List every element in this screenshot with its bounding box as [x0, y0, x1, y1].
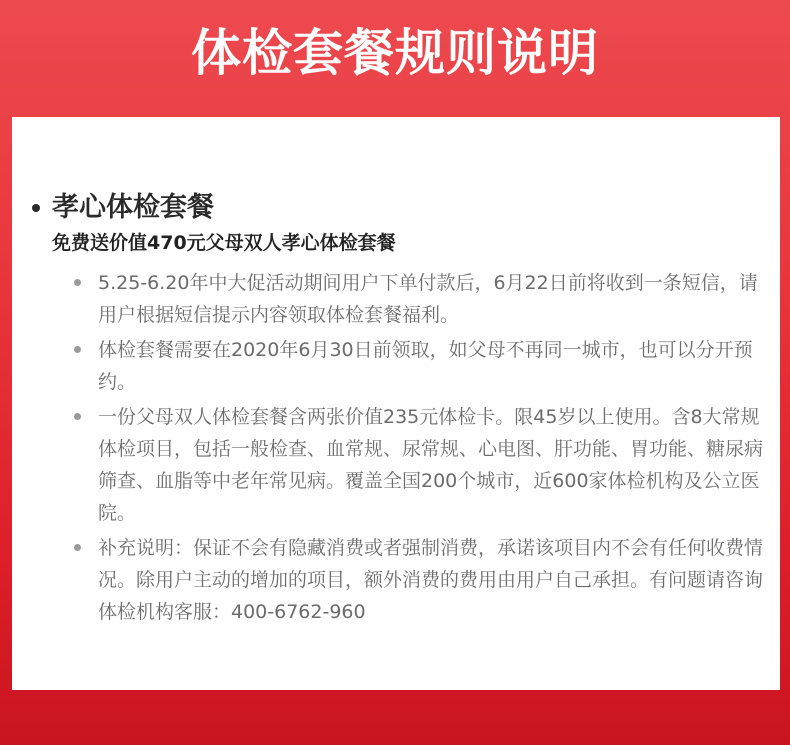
section-heading-text: 孝心体检套餐: [52, 192, 214, 223]
list-item-text: 5.25-6.20年中大促活动期间用户下单付款后，6月22日前将收到一条短信，请用户根据短信提示内容领取体检套餐福利。: [98, 272, 758, 326]
bullet-dot-icon: [74, 346, 81, 353]
section-heading: [30, 189, 768, 227]
section-subheading: 免费送价值470元父母双人孝心体检套餐: [52, 232, 396, 254]
list-item-text: 补充说明：保证不会有隐藏消费或者强制消费，承诺该项目内不会有任何收费情况。除用户主动的增加的项目，额外消费的费用由用户自己承担。有问题请咨询体检机构客服：400-6762-960: [98, 537, 764, 623]
bullet-dot-icon: [74, 279, 81, 286]
bullet-dot-icon: [74, 413, 81, 420]
package-section: [30, 189, 768, 631]
list-item: [74, 401, 768, 529]
page-title: 体检套餐规则说明: [191, 24, 599, 82]
list-item: [74, 267, 768, 331]
list-item-text: 一份父母双人体检套餐含两张价值235元体检卡。限45岁以上使用。含8大常规体检项目，包括一般检查、血常规、尿常规、心电图、肝功能、胃功能、糖尿病筛查、血脂等中老年常见病。覆盖全国200个城市，近600家体检机构及公立医院。: [98, 406, 764, 524]
list-item: [74, 334, 768, 398]
list-item: [74, 532, 768, 628]
bullet-icon: [32, 204, 40, 212]
bullet-dot-icon: [74, 544, 81, 551]
rules-list: [74, 267, 768, 628]
rules-card: [12, 117, 780, 690]
list-item-text: 体检套餐需要在2020年6月30日前领取，如父母不再同一城市，也可以分开预约。: [98, 339, 753, 393]
